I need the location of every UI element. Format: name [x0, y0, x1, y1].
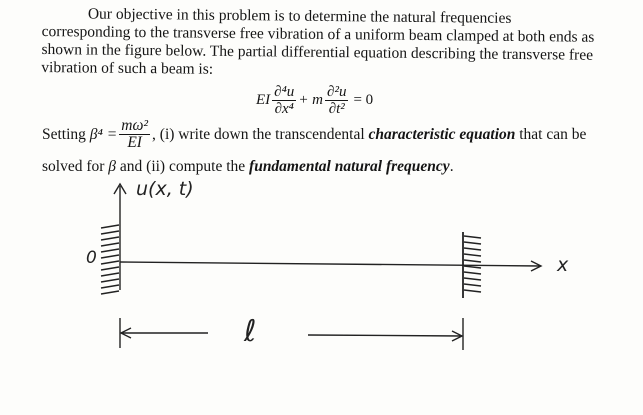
x-axis-label: x [557, 254, 569, 276]
eq-den-spatial: ∂x⁴ [274, 100, 294, 117]
eq-coefficient-ei: EI [256, 91, 271, 108]
eq-den-temporal: ∂t² [328, 100, 345, 117]
task-part2-beta: β [108, 158, 117, 175]
task-part2-tail: . [449, 158, 454, 175]
eq-rhs: = 0 [353, 91, 374, 108]
eq-num-spatial: ∂⁴u [274, 83, 295, 100]
setting-den: EI [127, 134, 142, 151]
setting-beta: β⁴ = [89, 125, 118, 143]
setting-lead: Setting [42, 125, 86, 143]
dimension-line-right [308, 335, 462, 336]
statement-line-1: Our objective in this problem is to determine the natural frequencies [87, 5, 512, 27]
task-fundamental-frequency: fundamental natural frequency [249, 158, 450, 175]
setting-num: mω² [121, 117, 149, 134]
task-part1: , (i) write down the transcendental [152, 125, 365, 143]
task-characteristic-equation: characteristic equation [368, 125, 516, 143]
task-part1-tail: that can be [519, 125, 587, 143]
beam-axis-line [120, 262, 540, 266]
statement-line-4: vibration of such a beam is: [41, 58, 214, 78]
eq-num-temporal: ∂²u [327, 83, 347, 100]
right-clamp-hatching [464, 236, 481, 292]
statement-line-2: corresponding to the transverse free vibration of a uniform beam clamped at both ends as [41, 22, 595, 46]
origin-label: 0 [86, 248, 97, 268]
length-label: ℓ [244, 314, 257, 349]
statement-line-3: shown in the figure below. The partial differential equation describing the transverse free [41, 40, 594, 64]
task-part2-lead: solved for [42, 158, 105, 175]
eq-plus-m: + m [298, 91, 324, 108]
task-part2-mid: and (ii) compute the [119, 158, 246, 175]
u-axis-label: u(x, t) [136, 178, 194, 200]
left-clamp-hatching [101, 225, 119, 294]
